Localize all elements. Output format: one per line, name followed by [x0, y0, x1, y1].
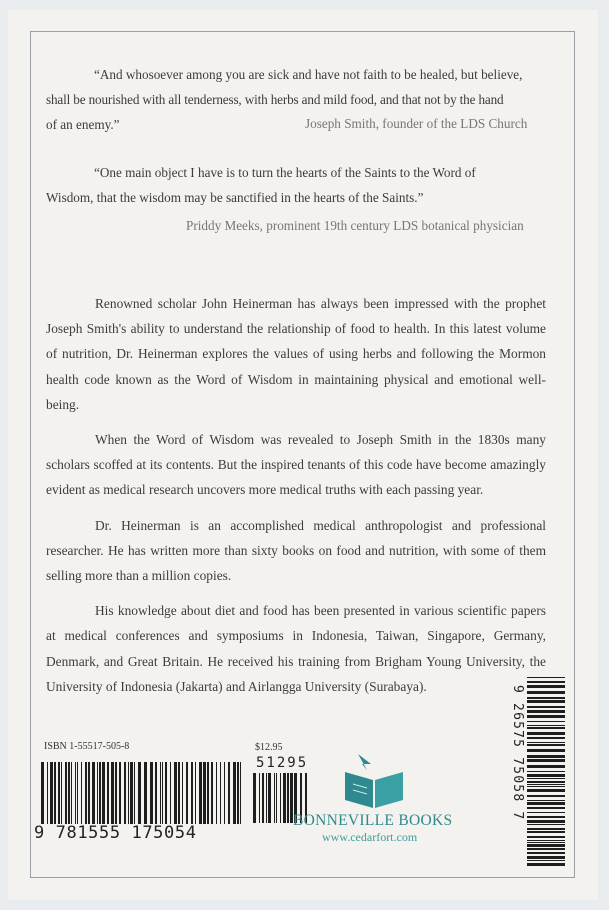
barcode-bar: [527, 755, 565, 758]
barcode-bar: [262, 773, 264, 823]
barcode-bar: [527, 706, 565, 708]
quote-1-attribution: Joseph Smith, founder of the LDS Church: [305, 116, 528, 131]
barcode-bar: [527, 685, 565, 688]
quote-1-line-2: shall be nourished with all tenderness, with herbs and mild food, and that not by the hand: [46, 92, 504, 107]
barcode-bar: [527, 749, 565, 752]
barcode-bar: [99, 762, 101, 824]
paragraph-2: When the Word of Wisdom was revealed to Joseph Smith in the 1830s many scholars scoffed at its contents. But the inspired tenants of this code have become amazingly evident as medical research uncovers more medical truths with each passing year.: [46, 432, 546, 498]
upc-barcode: [527, 676, 565, 868]
barcode-bar: [228, 762, 230, 824]
barcode-bar: [253, 773, 256, 823]
barcode-bar: [527, 848, 565, 850]
barcode-bar: [527, 681, 565, 683]
barcode-bar: [97, 762, 98, 824]
barcode-bar: [259, 773, 260, 823]
barcode-bar: [527, 860, 565, 861]
barcode-bar: [170, 762, 171, 824]
barcode-bar: [88, 762, 90, 824]
barcode-bar: [50, 762, 53, 824]
barcode-bar: [527, 697, 565, 699]
barcode-bar: [160, 762, 161, 824]
barcode-bar: [128, 762, 129, 824]
barcode-bar: [68, 762, 70, 824]
barcode-bar: [165, 762, 167, 824]
price-code: 51295: [256, 755, 309, 771]
barcode-bar: [199, 762, 202, 824]
quote-2: [46, 160, 546, 210]
barcode-bar: [527, 786, 565, 787]
barcode-bar: [47, 762, 48, 824]
barcode-bar: [75, 762, 76, 824]
barcode-bar: [527, 816, 565, 818]
barcode-bar: [115, 762, 117, 824]
upc-number: 9 26575 75058 7: [510, 685, 525, 821]
barcode-bar: [237, 762, 239, 824]
quote-2-line-2: Wisdom, that the wisdom may be sanctified in the hearts of the Saints.”: [46, 190, 424, 205]
barcode-bar: [527, 765, 565, 768]
description: [46, 291, 546, 709]
barcode-bar: [527, 842, 565, 843]
barcode-bar: [134, 762, 135, 824]
barcode-bar: [85, 762, 87, 824]
barcode-bar: [527, 759, 565, 762]
barcode-bar: [150, 762, 153, 824]
paragraph-3: Dr. Heinerman is an accomplished medical anthropologist and professional researcher. He has written more than sixty books on food and nutrition, with some of them selling more than a million copies.: [46, 517, 546, 584]
barcode-bar: [276, 773, 277, 823]
barcode-bar: [119, 762, 121, 824]
barcode-bar: [527, 836, 565, 838]
quote-2-attribution: Priddy Meeks, prominent 19th century LDS botanical physician: [186, 218, 524, 233]
barcode-bar: [527, 727, 565, 729]
barcode-bar: [41, 762, 44, 824]
quote-1-line-3: of an enemy.”: [46, 117, 120, 132]
barcode-bar: [233, 762, 236, 824]
barcode-bar: [124, 762, 126, 824]
barcode-bar: [162, 762, 163, 824]
publisher-name: BONNEVILLE BOOKS: [293, 812, 453, 829]
isbn: ISBN 1-55517-505-8: [44, 741, 130, 752]
barcode-bar: [527, 725, 565, 726]
barcode-number: 9 781555 175054: [34, 823, 197, 843]
barcode-bar: [111, 762, 114, 824]
barcode-bar: [527, 774, 565, 777]
barcode-bar: [527, 828, 565, 830]
quote-1-line-1: “And whosoever among you are sick and have not faith to be healed, but believe,: [94, 67, 523, 82]
barcode-bar: [195, 762, 196, 824]
barcode-bar: [527, 710, 565, 713]
barcode-bar: [240, 762, 241, 824]
barcode-bar: [527, 771, 565, 772]
barcode-bar: [220, 762, 221, 824]
barcode-icon: [40, 762, 245, 824]
publisher-url: www.cedarfort.com: [322, 830, 418, 844]
barcode-bar: [280, 773, 281, 823]
barcode-bar: [216, 762, 217, 824]
barcode-bar: [527, 784, 565, 785]
barcode-bar: [527, 820, 565, 823]
barcode-bar: [527, 677, 565, 678]
barcode-bar: [130, 762, 133, 824]
barcode-bar: [527, 831, 565, 833]
barcode-bar: [527, 844, 565, 847]
barcode-bar: [527, 742, 565, 743]
barcode-bar: [54, 762, 56, 824]
barcode-bar: [102, 762, 105, 824]
barcode-bar: [155, 762, 157, 824]
barcode-bar: [207, 762, 209, 824]
barcode-bar: [527, 744, 565, 746]
barcode-bar: [266, 773, 267, 823]
barcode-bar: [527, 700, 565, 703]
barcode-bar: [211, 762, 213, 824]
barcode-bar: [65, 762, 67, 824]
barcode-bar: [182, 762, 183, 824]
barcode-bar: [527, 691, 565, 694]
barcode-bar: [527, 852, 565, 854]
quote-2-line-1: “One main object I have is to turn the hearts of the Saints to the Word of: [94, 165, 476, 180]
barcode-bar: [283, 773, 286, 823]
barcode-bar: [224, 762, 225, 824]
barcode-bar: [203, 762, 206, 824]
paragraph-4: His knowledge about diet and food has been presented in various scientific papers at medical conferences and symposiums in Indonesia, Taiwan, Singapore, Germany, Denmark, and Great Britain. He received his training from Brigham Young University, the University of Indonesia (Jakarta) and Airlangga University (Surabaya).: [46, 603, 546, 694]
barcode-bar: [77, 762, 78, 824]
paragraph-1: Renowned scholar John Heinerman has always been impressed with the prophet Joseph Smith's ability to understand the relationship of food to health. In this latest volume of nutrition, Dr. Heinerman explores the values of using herbs and following the Mormon health code known as the Word of Wisdom in maintaining physical and emotional well-being.: [46, 296, 546, 412]
barcode-bar: [81, 762, 82, 824]
barcode-bar: [191, 762, 193, 824]
barcode-bar: [527, 732, 565, 735]
barcode-bar: [186, 762, 188, 824]
barcode-bar: [61, 762, 62, 824]
barcode-bar: [527, 778, 565, 779]
barcode-bar: [527, 781, 565, 783]
barcode-bar: [71, 762, 72, 824]
barcode-bar: [178, 762, 180, 824]
barcode-bar: [527, 715, 565, 718]
barcode-bar: [527, 802, 565, 805]
barcode-bar: [527, 840, 565, 841]
barcode-bar: [527, 824, 565, 825]
barcode-bar: [527, 721, 565, 722]
barcode-bar: [527, 800, 565, 801]
barcode-bar: [107, 762, 109, 824]
barcode-bar: [527, 789, 565, 792]
barcode-bar: [527, 863, 565, 866]
barcode-bar: [527, 737, 565, 739]
barcode-bar: [174, 762, 177, 824]
barcode-bar: [527, 812, 565, 813]
barcode-bar: [92, 762, 95, 824]
barcode-bar: [527, 795, 565, 797]
barcode-bar: [268, 773, 271, 823]
book-bird-logo-icon: [340, 750, 410, 810]
barcode-bar: [527, 807, 565, 809]
price: $12.95: [255, 742, 283, 753]
barcode-bar: [138, 762, 141, 824]
barcode-bar: [144, 762, 147, 824]
barcode-bar: [58, 762, 60, 824]
barcode-bar: [287, 773, 289, 823]
barcode-bar: [527, 856, 565, 859]
barcode-bar: [274, 773, 275, 823]
